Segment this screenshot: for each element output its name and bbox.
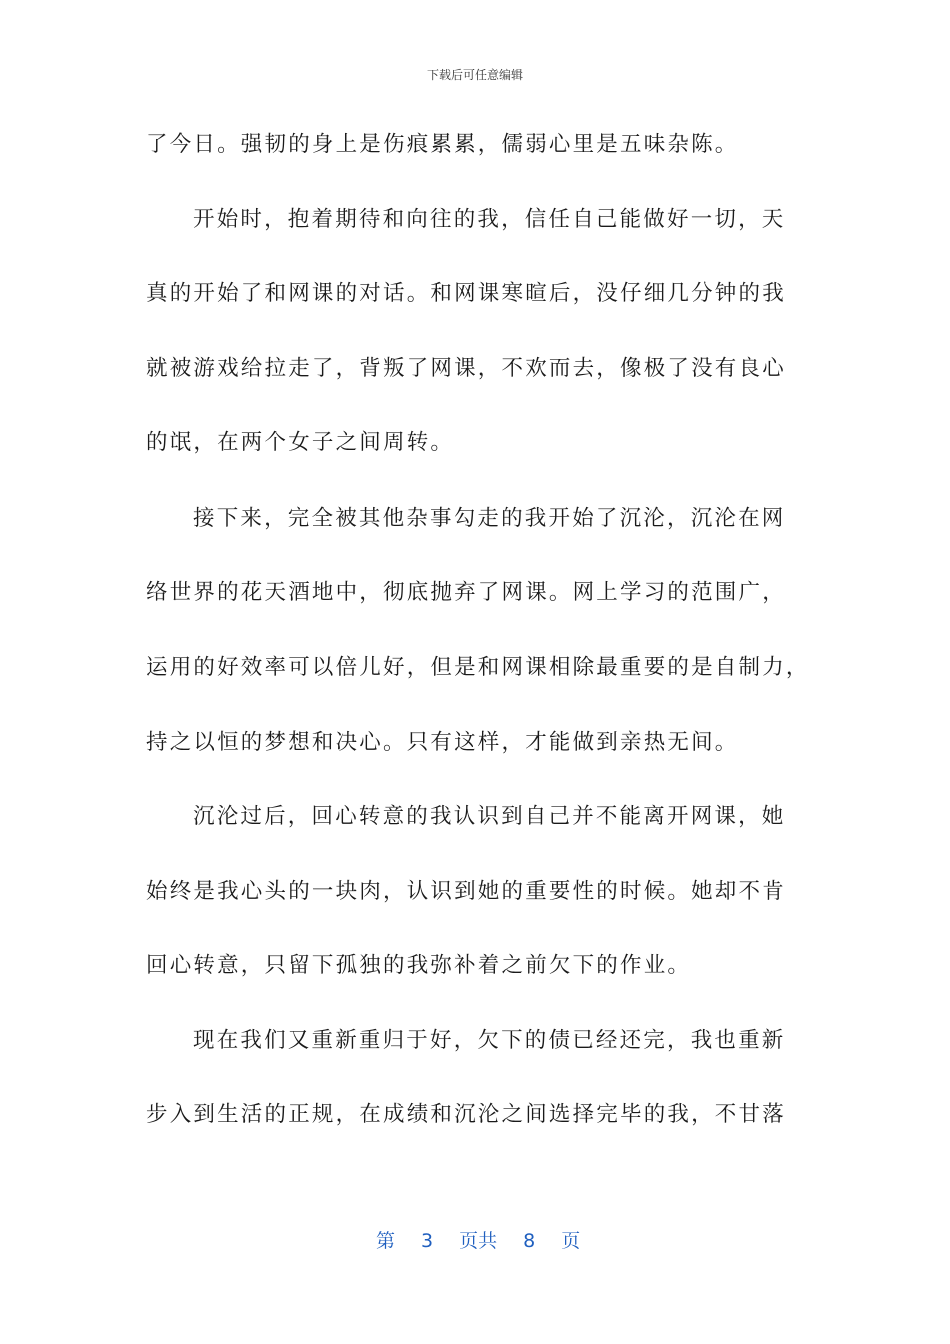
body-line: 接下来，完全被其他杂事勾走的我开始了沉沦，沉沦在网: [193, 506, 786, 531]
body-line: 络世界的花天酒地中，彻底抛弃了网课。网上学习的范围广，: [146, 580, 786, 605]
body-line: 持之以恒的梦想和决心。只有这样，才能做到亲热无间。: [146, 730, 739, 755]
body-line: 回心转意，只留下孤独的我弥补着之前欠下的作业。: [146, 953, 692, 978]
page-header: 下载后可任意编辑: [426, 68, 523, 82]
body-line: 就被游戏给拉走了，背叛了网课，不欢而去，像极了没有良心: [146, 356, 786, 381]
page-suffix: 页: [561, 1230, 581, 1252]
page-prefix: 第: [376, 1230, 396, 1252]
body-line: 的氓，在两个女子之间周转。: [146, 430, 455, 455]
body-line: 开始时，抱着期待和向往的我，信任自己能做好一切，天: [193, 207, 786, 232]
page-number: [376, 1226, 580, 1253]
body-line: 始终是我心头的一块肉，认识到她的重要性的时候。她却不肯: [146, 879, 786, 904]
body-line: 真的开始了和网课的对话。和网课寒暄后，没仔细几分钟的我: [146, 281, 786, 306]
body-line: 现在我们又重新重归于好，欠下的债已经还完，我也重新: [193, 1028, 786, 1053]
body-line: 运用的好效率可以倍儿好，但是和网课相除最重要的是自制力，: [146, 655, 810, 680]
body-line: 沉沦过后，回心转意的我认识到自己并不能离开网课，她: [193, 804, 786, 829]
body-line: 步入到生活的正规，在成绩和沉沦之间选择完毕的我，不甘落: [146, 1102, 786, 1127]
current-page: 3: [421, 1230, 434, 1252]
page-middle: 页共: [459, 1230, 498, 1252]
total-pages: 8: [523, 1230, 536, 1252]
body-line: 了今日。强韧的身上是伤痕累累，儒弱心里是五味杂陈。: [146, 132, 739, 157]
